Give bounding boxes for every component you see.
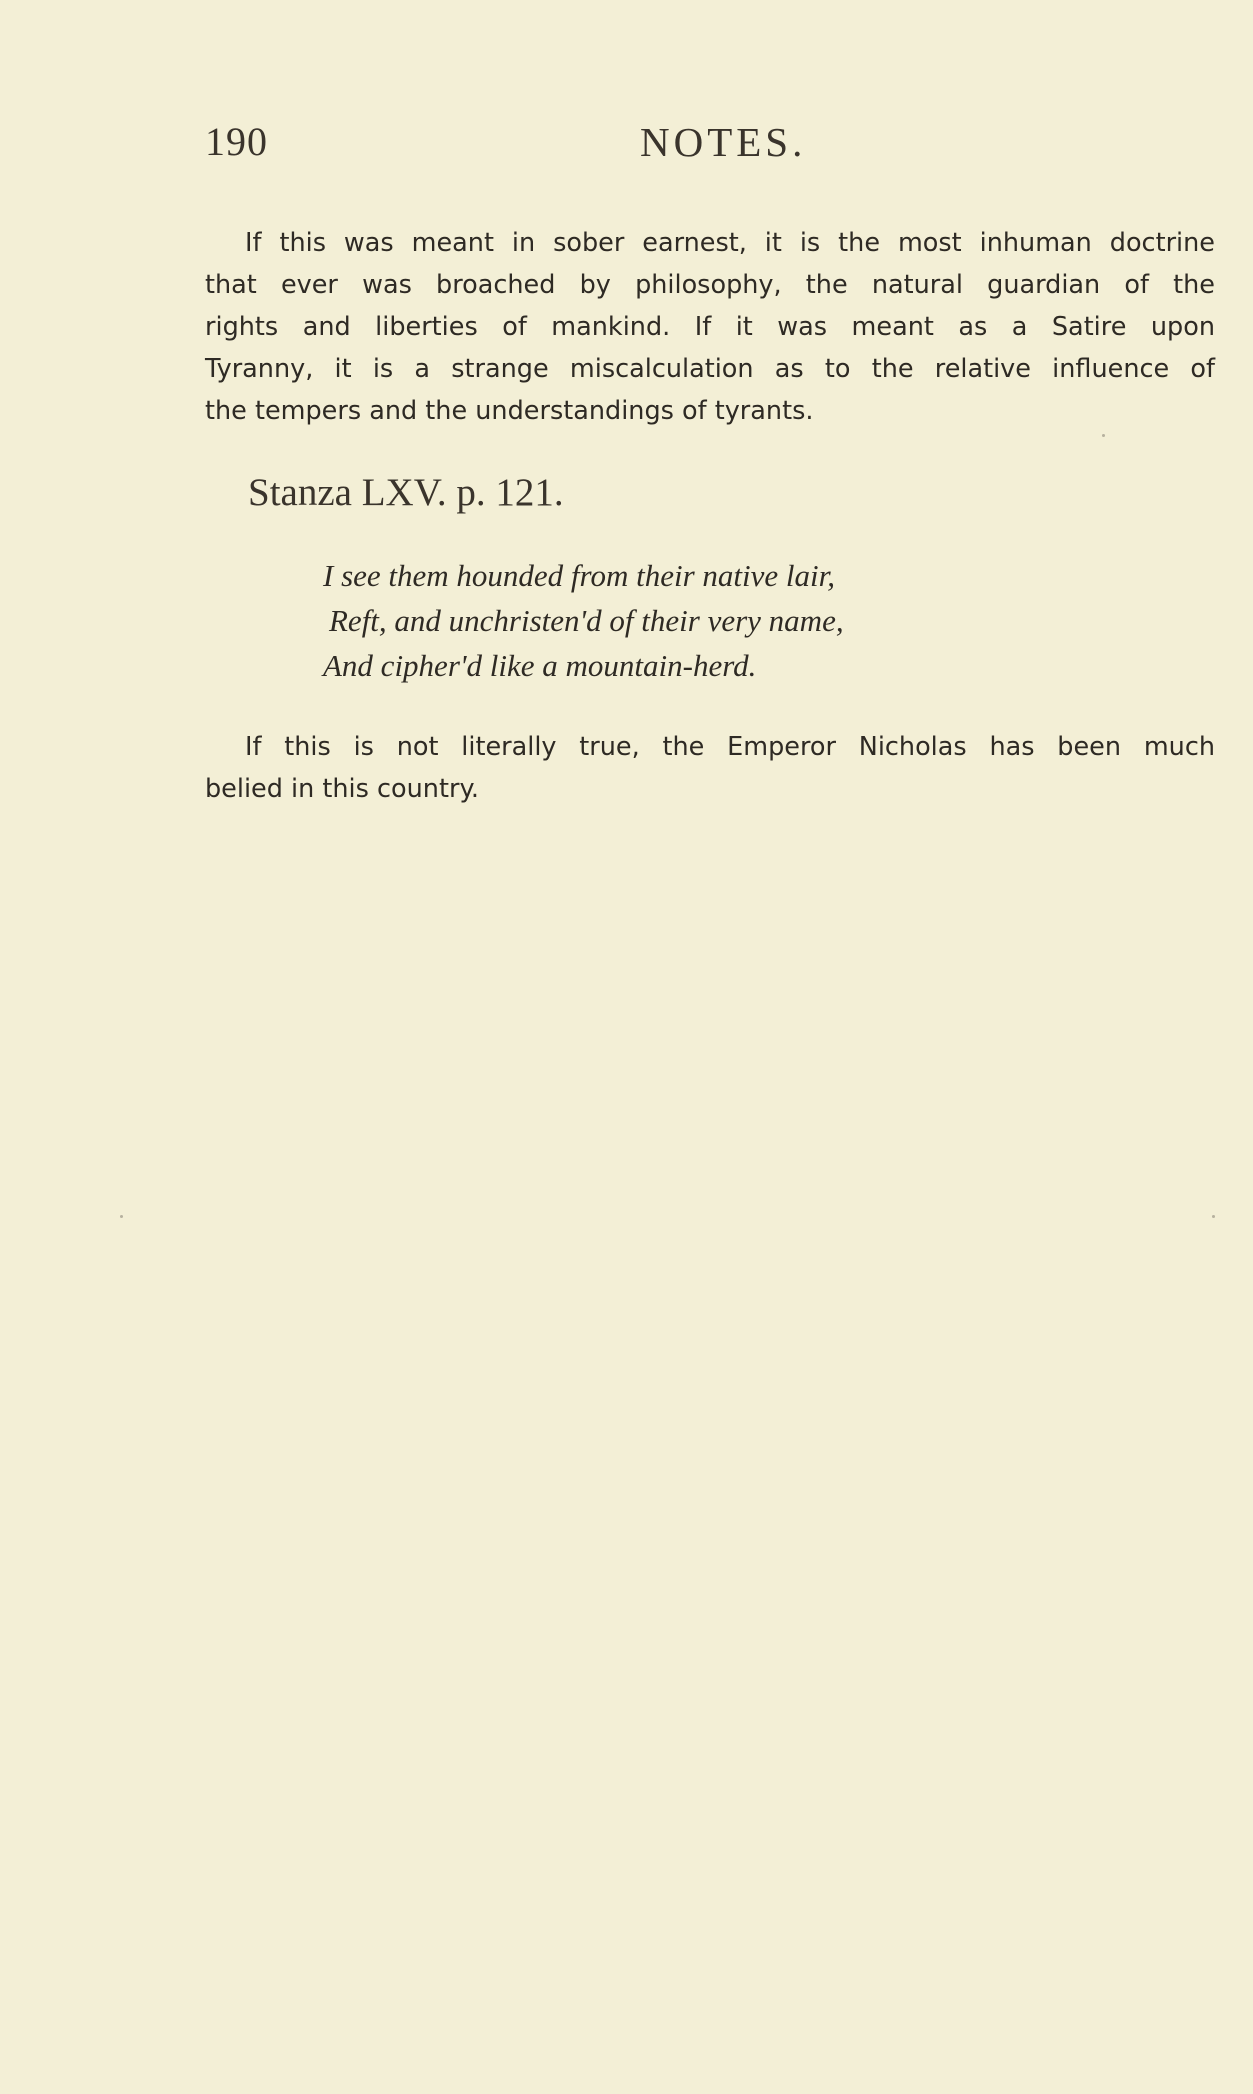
commentary-paragraph <box>205 222 1215 432</box>
verse-line: And cipher'd like a mountain-herd. <box>323 648 757 683</box>
page-number: 190 <box>205 119 268 164</box>
verse-quotation <box>323 553 844 688</box>
paragraph-line: that ever was broached by philosophy, the natural guardian of the <box>205 270 1215 300</box>
paragraph-line: belied in this country. <box>205 774 480 804</box>
paragraph-line: rights and liberties of mankind. If it was meant as a Satire upon <box>205 312 1215 342</box>
paragraph-line: If this is not literally true, the Emperor Nicholas has been much <box>245 732 1215 762</box>
running-head: NOTES. <box>640 119 807 165</box>
verse-line: I see them hounded from their native lair, <box>323 558 835 593</box>
paragraph-line: the tempers and the understandings of tyrants. <box>205 396 814 426</box>
paragraph-line: If this was meant in sober earnest, it is the most inhuman doctrine <box>245 228 1215 258</box>
paragraph-line: Tyranny, it is a strange miscalculation as to the relative influence of <box>205 354 1215 384</box>
paper-speck <box>1212 1215 1215 1218</box>
stanza-heading: Stanza LXV. p. 121. <box>248 471 564 514</box>
commentary-paragraph <box>205 726 1215 810</box>
paper-speck <box>120 1215 123 1218</box>
verse-line: Reft, and unchristen'd of their very name, <box>329 603 844 638</box>
paper-speck <box>1102 434 1105 437</box>
